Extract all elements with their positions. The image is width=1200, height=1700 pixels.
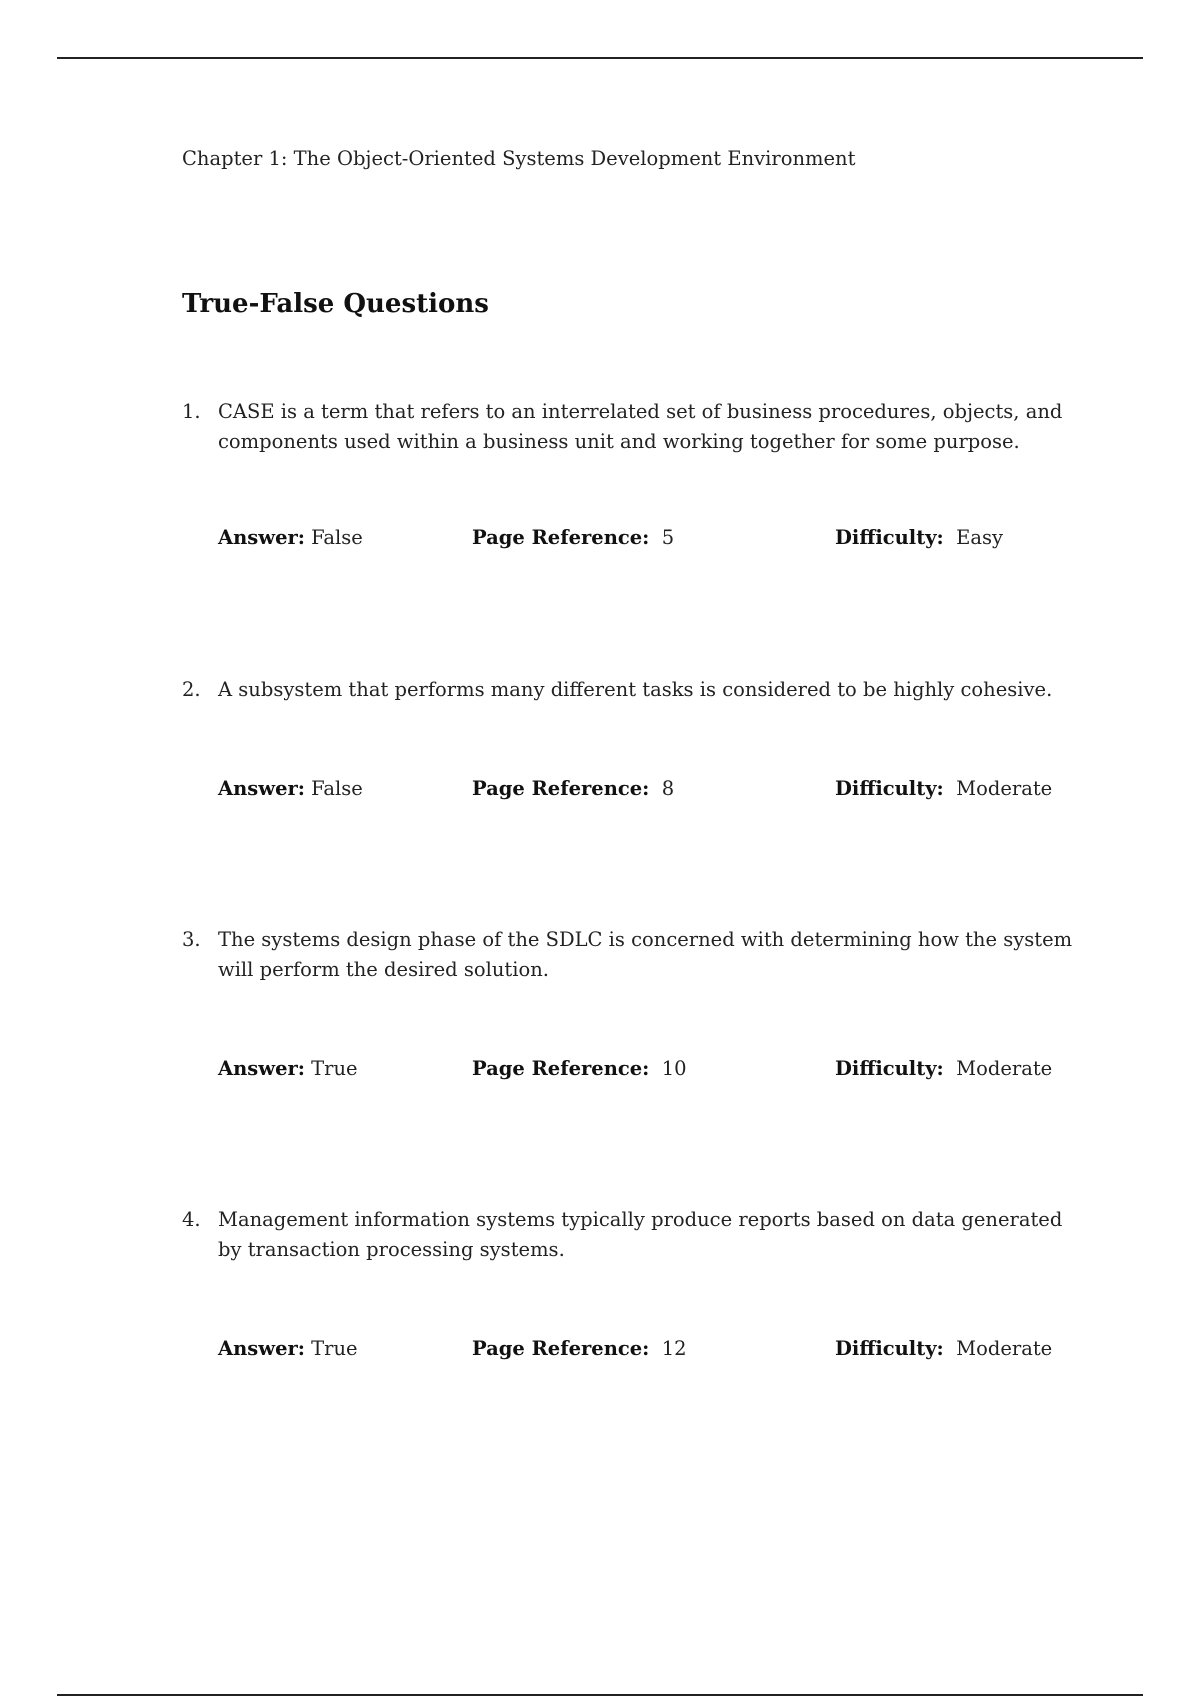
answer-value: False — [311, 777, 363, 800]
difficulty-label: Difficulty: — [835, 526, 944, 549]
page-reference-field — [472, 1055, 687, 1083]
question-text: The systems design phase of the SDLC is concerned with determining how the system will perform the desired solution. — [218, 928, 1073, 981]
difficulty-field — [835, 1055, 1052, 1083]
page-reference-value: 5 — [661, 526, 675, 549]
difficulty-field — [835, 775, 1052, 803]
difficulty-field — [835, 1335, 1052, 1363]
question-text: A subsystem that performs many different tasks is considered to be highly cohesive. — [218, 678, 1053, 701]
bottom-rule — [57, 1694, 1143, 1696]
question-meta — [218, 1335, 1078, 1363]
page-reference-label: Page Reference: — [472, 1337, 650, 1360]
question-number: 3. — [182, 928, 201, 951]
difficulty-label: Difficulty: — [835, 777, 944, 800]
page-reference-field — [472, 775, 674, 803]
question-number: 4. — [182, 1208, 201, 1231]
page-reference-label: Page Reference: — [472, 777, 650, 800]
answer-label: Answer: — [218, 1337, 305, 1360]
chapter-heading: Chapter 1: The Object-Oriented Systems Development Environment — [182, 147, 856, 170]
question-number: 1. — [182, 400, 201, 423]
difficulty-label: Difficulty: — [835, 1337, 944, 1360]
answer-value: True — [311, 1057, 358, 1080]
difficulty-value: Moderate — [956, 1337, 1053, 1360]
question-meta — [218, 1055, 1078, 1083]
answer-field — [218, 775, 363, 803]
difficulty-value: Easy — [956, 526, 1004, 549]
question-meta — [218, 524, 1078, 552]
page-reference-field — [472, 1335, 687, 1363]
section-title: True-False Questions — [182, 289, 489, 319]
page-reference-value: 10 — [661, 1057, 687, 1080]
answer-value: False — [311, 526, 363, 549]
question-4 — [182, 1205, 1082, 1360]
answer-label: Answer: — [218, 526, 305, 549]
question-text: CASE is a term that refers to an interrelated set of business procedures, objects, and components used within a business unit and working together for some purpose. — [218, 400, 1063, 453]
page-reference-field — [472, 524, 674, 552]
answer-field — [218, 1055, 358, 1083]
question-1 — [182, 397, 1082, 549]
answer-field — [218, 1335, 358, 1363]
difficulty-value: Moderate — [956, 1057, 1053, 1080]
question-number: 2. — [182, 678, 201, 701]
top-rule — [57, 57, 1143, 59]
question-meta — [218, 775, 1078, 803]
question-text: Management information systems typically produce reports based on data generated by transaction processing systems. — [218, 1208, 1063, 1261]
answer-label: Answer: — [218, 777, 305, 800]
page-reference-value: 12 — [661, 1337, 687, 1360]
difficulty-label: Difficulty: — [835, 1057, 944, 1080]
answer-label: Answer: — [218, 1057, 305, 1080]
page-reference-value: 8 — [661, 777, 675, 800]
page-reference-label: Page Reference: — [472, 526, 650, 549]
answer-value: True — [311, 1337, 358, 1360]
difficulty-value: Moderate — [956, 777, 1053, 800]
question-3 — [182, 925, 1082, 1080]
answer-field — [218, 524, 363, 552]
question-2 — [182, 675, 1082, 800]
page-reference-label: Page Reference: — [472, 1057, 650, 1080]
difficulty-field — [835, 524, 1003, 552]
